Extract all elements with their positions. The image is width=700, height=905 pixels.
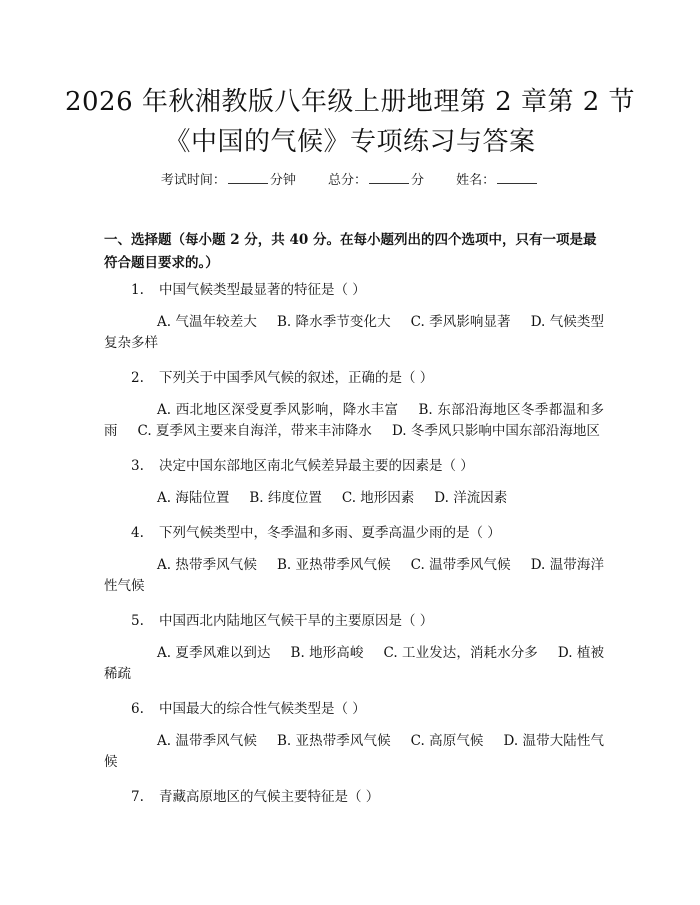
option-d: D. 冬季风只影响中国东部沿海地区 bbox=[391, 423, 600, 439]
option-a: A. 西北地区深受夏季风影响，降水丰富 bbox=[157, 402, 399, 418]
option-d: D. 温带大陆性气候 bbox=[104, 733, 604, 770]
option-a: A. 热带季风气候 bbox=[157, 557, 257, 573]
question-number: 2. bbox=[131, 370, 144, 386]
question-text: 中国气候类型最显著的特征是（ ） bbox=[159, 282, 366, 298]
question-item bbox=[104, 699, 604, 773]
question-options bbox=[104, 555, 604, 597]
question-number: 1. bbox=[131, 282, 144, 298]
option-c: C. 夏季风主要来自海洋，带来丰沛降水 bbox=[137, 423, 372, 439]
total-score-field bbox=[328, 169, 424, 188]
question-options bbox=[104, 731, 604, 773]
student-name-label: 姓名： bbox=[456, 173, 496, 188]
section-heading: 一、选择题（每小题 2 分，共 40 分。在每小题列出的四个选项中，只有一项是最符合题目要求的。） bbox=[104, 232, 597, 271]
question-number: 4. bbox=[131, 525, 144, 541]
exam-time-unit: 分钟 bbox=[269, 173, 296, 188]
question-item bbox=[104, 787, 604, 808]
option-d: D. 气候类型复杂多样 bbox=[104, 314, 604, 351]
total-score-blank bbox=[369, 171, 409, 184]
question-text: 下列气候类型中，冬季温和多雨、夏季高温少雨的是（ ） bbox=[159, 525, 501, 541]
option-a: A. 海陆位置 bbox=[157, 490, 230, 506]
question-stem bbox=[104, 611, 604, 632]
option-b: B. 东部沿海地区冬季都温和多雨 bbox=[104, 402, 604, 439]
option-b: B. 亚热带季风气候 bbox=[276, 733, 391, 749]
question-number: 6. bbox=[131, 701, 144, 717]
question-item bbox=[104, 611, 604, 685]
option-a: A. 温带季风气候 bbox=[157, 733, 257, 749]
question-text: 青藏高原地区的气候主要特征是（ ） bbox=[159, 789, 380, 805]
exam-time-label: 考试时间： bbox=[160, 173, 226, 188]
option-c: C. 温带季风气候 bbox=[410, 557, 511, 573]
option-a: A. 夏季风难以到达 bbox=[157, 645, 271, 661]
option-b: B. 纬度位置 bbox=[249, 490, 322, 506]
student-name-field bbox=[456, 169, 539, 188]
exam-time-field bbox=[161, 169, 296, 188]
exam-time-blank bbox=[228, 171, 268, 184]
question-stem bbox=[104, 787, 604, 808]
document-title: 2026 年秋湘教版八年级上册地理第 2 章第 2 节《中国的气候》专项练习与答案 bbox=[64, 87, 636, 157]
question-text: 中国最大的综合性气候类型是（ ） bbox=[159, 701, 366, 717]
option-b: B. 降水季节变化大 bbox=[276, 314, 391, 330]
question-stem bbox=[104, 368, 604, 389]
question-item bbox=[104, 280, 604, 354]
total-score-unit: 分 bbox=[411, 173, 425, 188]
question-stem bbox=[104, 699, 604, 720]
option-d: D. 温带海洋性气候 bbox=[104, 557, 604, 594]
question-options bbox=[104, 643, 604, 685]
question-options bbox=[104, 400, 604, 442]
exam-info-line bbox=[0, 169, 700, 188]
question-stem bbox=[104, 456, 604, 477]
question-stem bbox=[104, 280, 604, 301]
question-options bbox=[104, 488, 604, 509]
option-c: C. 季风影响显著 bbox=[410, 314, 511, 330]
question-stem bbox=[104, 523, 604, 544]
option-b: B. 地形高峻 bbox=[290, 645, 364, 661]
total-score-label: 总分： bbox=[327, 173, 367, 188]
question-text: 中国西北内陆地区气候干旱的主要原因是（ ） bbox=[159, 613, 434, 629]
question-list bbox=[104, 280, 604, 822]
option-c: C. 工业发达，消耗水分多 bbox=[383, 645, 538, 661]
question-number: 7. bbox=[131, 789, 144, 805]
option-b: B. 亚热带季风气候 bbox=[276, 557, 391, 573]
question-options bbox=[104, 312, 604, 354]
question-item bbox=[104, 368, 604, 442]
question-item bbox=[104, 456, 604, 509]
question-item bbox=[104, 523, 604, 597]
option-c: C. 高原气候 bbox=[410, 733, 484, 749]
student-name-blank bbox=[497, 171, 537, 184]
option-c: C. 地形因素 bbox=[341, 490, 415, 506]
question-text: 下列关于中国季风气候的叙述，正确的是（ ） bbox=[159, 370, 434, 386]
question-number: 3. bbox=[131, 458, 144, 474]
option-d: D. 植被稀疏 bbox=[104, 645, 604, 682]
question-number: 5. bbox=[131, 613, 144, 629]
option-a: A. 气温年较差大 bbox=[157, 314, 257, 330]
question-text: 决定中国东部地区南北气候差异最主要的因素是（ ） bbox=[159, 458, 474, 474]
option-d: D. 洋流因素 bbox=[434, 490, 508, 506]
